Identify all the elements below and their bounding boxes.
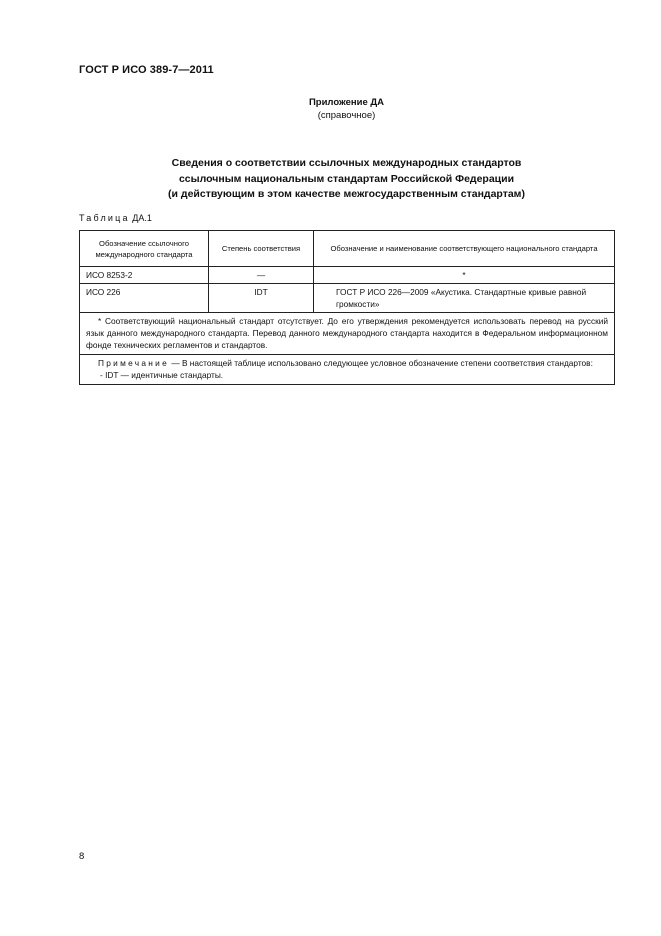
table-row: [80, 284, 615, 313]
appendix-subtitle: (справочное): [317, 110, 376, 121]
section-title: [0, 156, 661, 203]
table-label-word: Таблица: [79, 213, 130, 223]
section-title-line-3: (и действующим в этом качестве межгосударственным стандартам): [168, 188, 525, 200]
table-footnote-row: [80, 313, 615, 355]
section-title-line-2: ссылочным национальным стандартам Российской Федерации: [178, 172, 515, 185]
cell-degree: IDT: [209, 284, 314, 313]
header-degree: Степень соответствия: [209, 231, 314, 267]
header-ref-standard: Обозначение ссылочного международного стандарта: [80, 231, 209, 267]
table-label: [79, 213, 152, 223]
appendix-heading: [0, 96, 661, 122]
appendix-title: Приложение ДА: [308, 97, 385, 108]
note-label: Примечание: [98, 358, 170, 368]
header-national-standard: Обозначение и наименование соответствующего национального стандарта: [314, 231, 615, 267]
cell-ref-standard: ИСО 8253-2: [80, 267, 209, 284]
standards-correspondence-table: [79, 230, 615, 385]
note-text: — В настоящей таблице использовано следующее условное обозначение степени соответствия стандартов:: [169, 358, 593, 368]
table-row: [80, 267, 615, 284]
note-item: - IDT — идентичные стандарты.: [100, 370, 224, 380]
table-note-row: [80, 355, 615, 385]
table-label-number: ДА.1: [132, 213, 152, 223]
table-note: [80, 355, 615, 385]
cell-national-standard: *: [314, 267, 615, 284]
table-footnote: * Соответствующий национальный стандарт отсутствует. До его утверждения рекомендуется использовать перевод на русский язык данного международного стандарта. Перевод данного международного стандарта находится в Федеральном информационном фонде технических регламентов и стандартов.: [80, 313, 615, 355]
document-code: ГОСТ Р ИСО 389-7—2011: [79, 64, 214, 76]
cell-ref-standard: ИСО 226: [80, 284, 209, 313]
section-title-line-1: Сведения о соответствии ссылочных международных стандартов: [171, 157, 522, 169]
table-header-row: [80, 231, 615, 267]
cell-degree: —: [209, 267, 314, 284]
cell-national-standard: ГОСТ Р ИСО 226—2009 «Акустика. Стандартные кривые равной громкости»: [314, 284, 615, 313]
page-number: 8: [79, 851, 85, 862]
